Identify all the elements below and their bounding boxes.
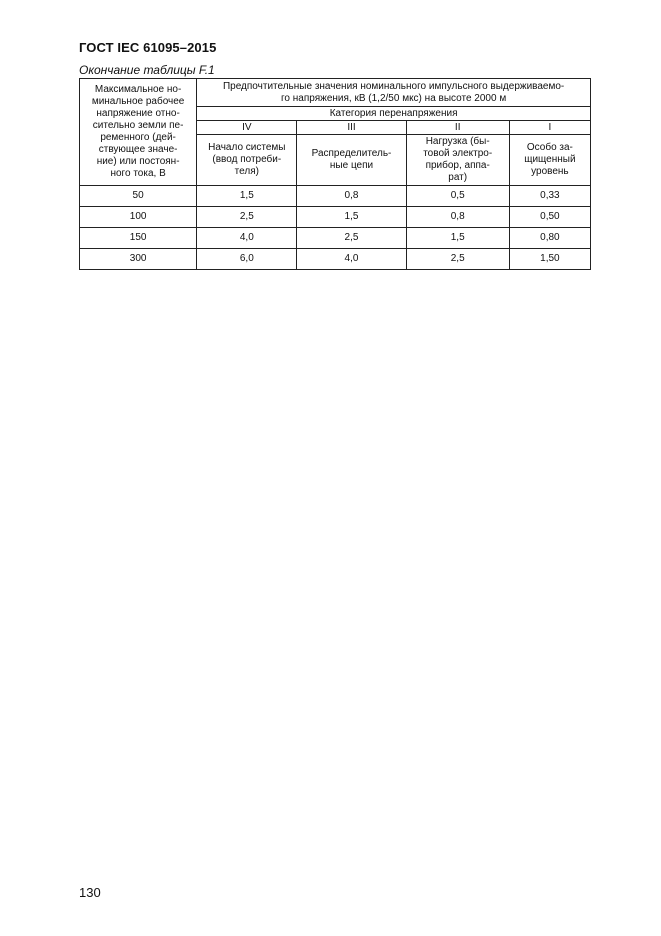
document-header: ГОСТ IEC 61095–2015 bbox=[79, 40, 217, 55]
table-row bbox=[80, 207, 591, 228]
table-cell: 0,50 bbox=[509, 207, 590, 228]
table-row bbox=[80, 249, 591, 270]
overvoltage-category-header: Категория перенапряжения bbox=[197, 107, 591, 121]
category-iii: III bbox=[297, 121, 406, 135]
voltage-cell: 150 bbox=[80, 228, 197, 249]
table-cell: 2,5 bbox=[406, 249, 509, 270]
voltage-table bbox=[79, 78, 591, 270]
category-iv: IV bbox=[197, 121, 297, 135]
page-number: 130 bbox=[79, 885, 101, 900]
table-cell: 1,5 bbox=[197, 186, 297, 207]
voltage-cell: 300 bbox=[80, 249, 197, 270]
category-iv-label: Начало системы (ввод потреби- теля) bbox=[197, 135, 297, 186]
table-cell: 2,5 bbox=[297, 228, 406, 249]
table-cell: 1,50 bbox=[509, 249, 590, 270]
table-cell: 4,0 bbox=[197, 228, 297, 249]
table-cell: 1,5 bbox=[297, 207, 406, 228]
voltage-cell: 100 bbox=[80, 207, 197, 228]
table-cell: 2,5 bbox=[197, 207, 297, 228]
category-i: I bbox=[509, 121, 590, 135]
table-cell: 0,8 bbox=[406, 207, 509, 228]
impulse-voltage-header: Предпочтительные значения номинального импульсного выдерживаемо- го напряжения, кВ (1,2/50 мкс) на высоте 2000 м bbox=[197, 79, 591, 107]
category-ii: II bbox=[406, 121, 509, 135]
table-cell: 0,8 bbox=[297, 186, 406, 207]
table-cell: 0,80 bbox=[509, 228, 590, 249]
table-caption: Окончание таблицы F.1 bbox=[79, 63, 215, 77]
table-cell: 1,5 bbox=[406, 228, 509, 249]
max-voltage-header: Максимальное но- минальное рабочее напряжение отно- сительно земли пе- ременного (дей- ствующее значе- ние) или постоян- ного тока, В bbox=[80, 79, 197, 186]
table-cell: 6,0 bbox=[197, 249, 297, 270]
category-iii-label: Распределитель- ные цепи bbox=[297, 135, 406, 186]
table-row bbox=[80, 228, 591, 249]
table-row bbox=[80, 186, 591, 207]
table-cell: 0,5 bbox=[406, 186, 509, 207]
category-i-label: Особо за- щищенный уровень bbox=[509, 135, 590, 186]
category-ii-label: Нагрузка (бы- товой электро- прибор, аппа- рат) bbox=[406, 135, 509, 186]
table-cell: 0,33 bbox=[509, 186, 590, 207]
voltage-cell: 50 bbox=[80, 186, 197, 207]
table-cell: 4,0 bbox=[297, 249, 406, 270]
